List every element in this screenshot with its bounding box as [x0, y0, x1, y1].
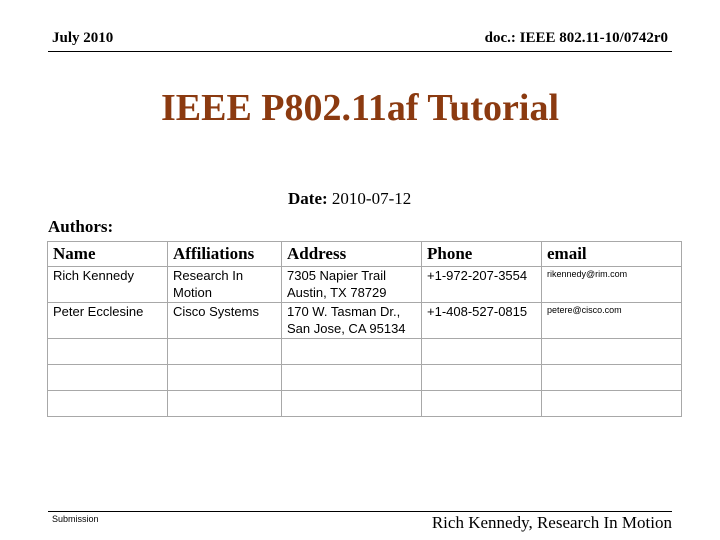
empty-cell [48, 391, 168, 417]
address-line: Austin, TX 78729 [287, 285, 387, 300]
header-rule [48, 51, 672, 52]
col-header-email: email [542, 242, 682, 267]
col-header-address: Address [282, 242, 422, 267]
table-row-empty [48, 339, 682, 365]
empty-cell [48, 365, 168, 391]
empty-cell [422, 365, 542, 391]
address-line: San Jose, CA 95134 [287, 321, 406, 336]
table-row [48, 267, 682, 303]
empty-cell [542, 339, 682, 365]
cell-affiliation [168, 267, 282, 303]
table-row [48, 303, 682, 339]
date-label: Date: [288, 189, 328, 208]
cell-affiliation [168, 303, 282, 339]
footer-rule [48, 511, 672, 512]
cell-address [282, 267, 422, 303]
table-header-row [48, 242, 682, 267]
empty-cell [282, 391, 422, 417]
cell-address [282, 303, 422, 339]
cell-email: petere@cisco.com [542, 303, 682, 339]
affiliation-line: Motion [173, 285, 213, 300]
cell-phone: +1-972-207-3554 [422, 267, 542, 303]
address-line: 170 W. Tasman Dr., [287, 304, 401, 319]
cell-name: Peter Ecclesine [48, 303, 168, 339]
table-row-empty [48, 391, 682, 417]
header-date: July 2010 [52, 30, 114, 46]
empty-cell [422, 391, 542, 417]
empty-cell [282, 339, 422, 365]
empty-cell [282, 365, 422, 391]
empty-cell [168, 391, 282, 417]
address-line: 7305 Napier Trail [287, 268, 386, 283]
slide-title: IEEE P802.11af Tutorial [160, 87, 560, 129]
affiliation-line: Cisco Systems [173, 304, 259, 319]
col-header-affiliations: Affiliations [168, 242, 282, 267]
cell-phone: +1-408-527-0815 [422, 303, 542, 339]
empty-cell [542, 365, 682, 391]
col-header-phone: Phone [422, 242, 542, 267]
authors-label: Authors: [48, 217, 114, 236]
footer-submission: Submission [52, 514, 99, 524]
date-value: 2010-07-12 [331, 189, 412, 208]
authors-table [47, 241, 682, 417]
col-header-name: Name [48, 242, 168, 267]
footer-author: Rich Kennedy, Research In Motion [431, 513, 672, 532]
empty-cell [542, 391, 682, 417]
table-row-empty [48, 365, 682, 391]
empty-cell [48, 339, 168, 365]
date-line [288, 189, 411, 209]
cell-email: rikennedy@rim.com [542, 267, 682, 303]
cell-name: Rich Kennedy [48, 267, 168, 303]
empty-cell [168, 365, 282, 391]
empty-cell [422, 339, 542, 365]
header-doc-id: doc.: IEEE 802.11-10/0742r0 [484, 30, 668, 46]
affiliation-line: Research In [173, 268, 244, 283]
empty-cell [168, 339, 282, 365]
